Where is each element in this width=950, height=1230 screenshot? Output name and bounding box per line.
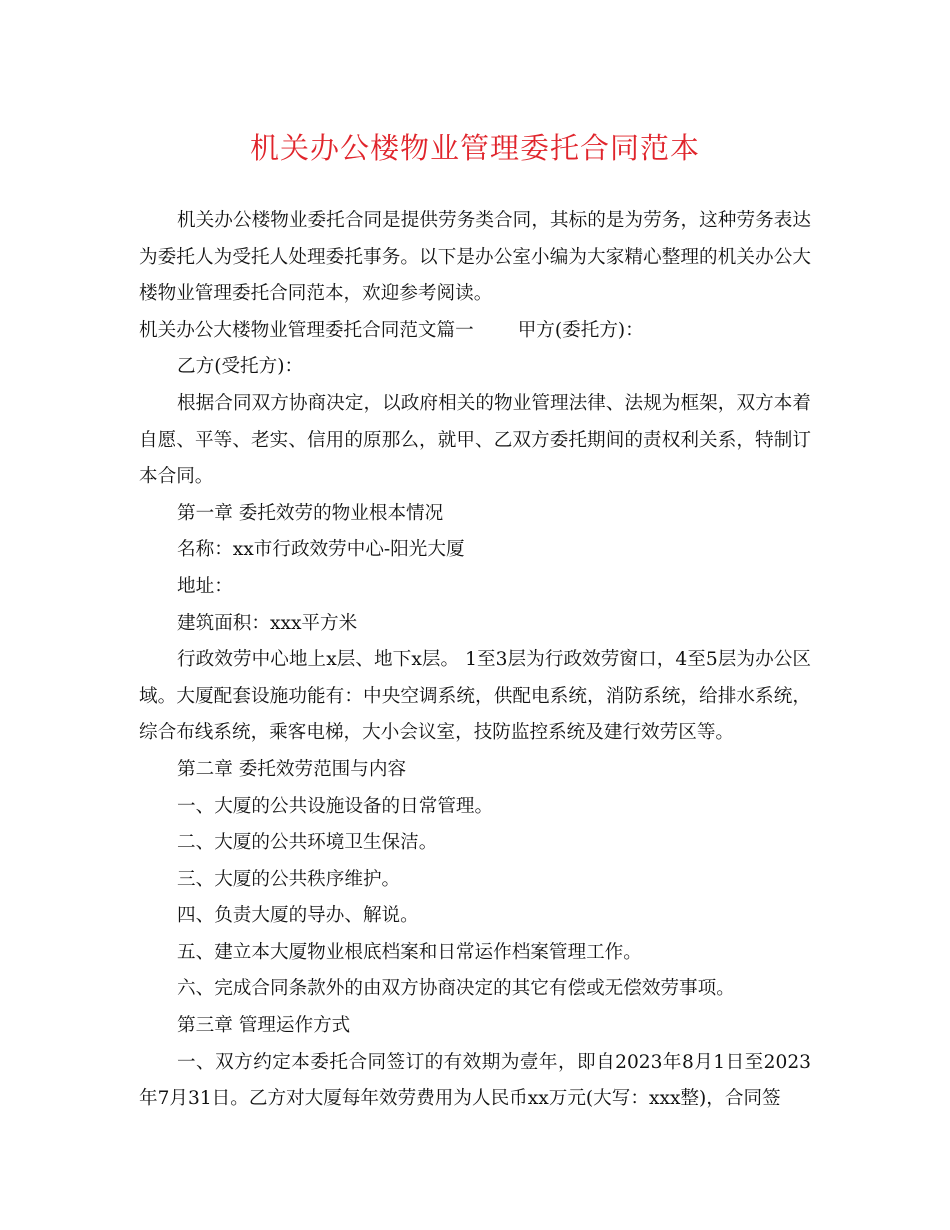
service-item-2: 二、大厦的公共环境卫生保洁。 bbox=[177, 832, 438, 854]
sample-heading-line bbox=[139, 313, 811, 350]
contract-term-paragraph: 一、双方约定本委托合同签订的有效期为壹年，即自2023年8月1日至2023年7月31日。乙方对大厦每年效劳费用为人民币xx万元(大写：xxx整)，合同签 bbox=[139, 1051, 811, 1110]
service-item-3: 三、大厦的公共秩序维护。 bbox=[177, 868, 401, 890]
document-title: 机关办公楼物业管理委托合同范本 bbox=[249, 131, 700, 165]
chapter-2-title: 第二章 委托效劳范围与内容 bbox=[177, 758, 407, 780]
service-item-5: 五、建立本大厦物业根底档案和日常运作档案管理工作。 bbox=[177, 941, 642, 963]
chapter-3-title: 第三章 管理运作方式 bbox=[177, 1015, 351, 1037]
sample-heading: 机关办公大楼物业管理委托合同范文篇一 bbox=[139, 319, 474, 341]
intro-paragraph: 机关办公楼物业委托合同是提供劳务类合同，其标的是为劳务，这种劳务表达为委托人为受托人处理委托事务。以下是办公室小编为大家精心整理的机关办公大楼物业管理委托合同范本，欢迎参考阅读。 bbox=[139, 210, 811, 305]
property-area-line: 建筑面积：xxx平方米 bbox=[177, 612, 358, 634]
service-item-1: 一、大厦的公共设施设备的日常管理。 bbox=[177, 795, 494, 817]
party-b-label: 乙方(受托方)： bbox=[177, 356, 304, 378]
party-a-label: 甲方(委托方)： bbox=[517, 319, 644, 341]
property-address-line: 地址： bbox=[177, 575, 233, 597]
chapter-1-title: 第一章 委托效劳的物业根本情况 bbox=[177, 502, 444, 524]
property-name-line: 名称：xx市行政效劳中心-阳光大厦 bbox=[177, 539, 465, 561]
document-body bbox=[139, 203, 811, 1118]
service-item-6: 六、完成合同条款外的由双方协商决定的其它有偿或无偿效劳事项。 bbox=[177, 978, 735, 1000]
building-description: 行政效劳中心地上x层、地下x层。 1至3层为行政效劳窗口，4至5层为办公区域。大厦配套设施功能有：中央空调系统，供配电系统，消防系统，给排水系统，综合布线系统，乘客电梯，大小会议室，技防监控系统及建行效劳区等。 bbox=[139, 649, 811, 744]
preamble-paragraph: 根据合同双方协商决定，以政府相关的物业管理法律、法规为框架，双方本着自愿、平等、老实、信用的原那么，就甲、乙双方委托期间的责权利关系，特制订本合同。 bbox=[139, 392, 811, 488]
service-item-4: 四、负责大厦的导办、解说。 bbox=[177, 905, 419, 927]
